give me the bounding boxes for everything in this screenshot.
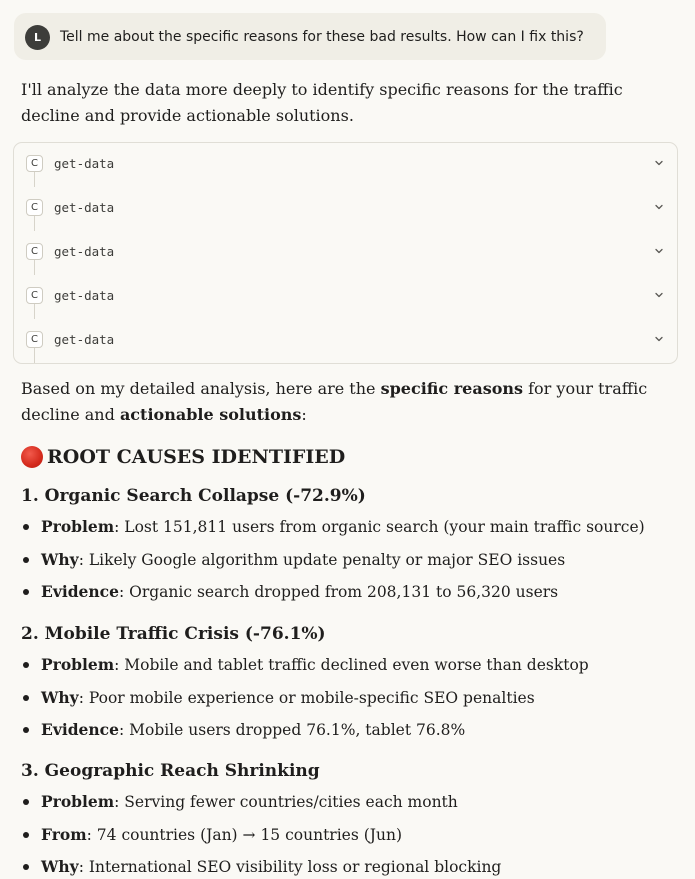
tool-call-item[interactable]: [14, 284, 677, 308]
tool-name: get-data: [54, 200, 115, 215]
item-label: Problem: [41, 655, 115, 674]
list-item: [21, 549, 681, 582]
analysis-prefix: Based on my detailed analysis, here are the: [21, 379, 381, 398]
list-item: [21, 719, 681, 752]
item-text: : International SEO visibility loss or regional blocking: [78, 858, 502, 876]
list-item: [21, 654, 681, 687]
cause-list: [21, 516, 681, 614]
cause-heading: 1. Organic Search Collapse (-72.9%): [21, 486, 366, 506]
item-text: : 74 countries (Jan) → 15 countries (Jun): [86, 825, 402, 844]
item-label: Why: [41, 549, 79, 569]
analysis-summary: [21, 376, 681, 428]
tool-call-item[interactable]: [14, 240, 677, 264]
chevron-down-icon[interactable]: [654, 202, 664, 212]
item-label: Evidence: [41, 720, 119, 739]
analysis-bold-solutions: actionable solutions: [119, 405, 302, 424]
item-text: : Organic search dropped from 208,131 to 56,320 users: [118, 583, 559, 601]
tool-calls-panel: [13, 142, 678, 364]
tool-name: get-data: [54, 244, 115, 259]
analysis-suffix: :: [301, 405, 307, 424]
analysis-middle: for your traffic decline and: [21, 379, 648, 424]
root-causes-heading: [21, 444, 345, 470]
item-label: From: [41, 824, 87, 844]
tool-badge: C: [26, 287, 43, 304]
tool-name: get-data: [54, 288, 115, 303]
user-message-text: Tell me about the specific reasons for these bad results. How can I fix this?: [60, 29, 584, 45]
tool-call-item[interactable]: [14, 196, 677, 220]
tool-badge: C: [26, 199, 43, 216]
list-item: [21, 856, 681, 879]
cause-heading: 2. Mobile Traffic Crisis (-76.1%): [21, 624, 326, 644]
list-item: [21, 687, 681, 720]
user-avatar[interactable]: L: [25, 25, 50, 50]
item-label: Why: [41, 857, 79, 876]
tool-badge: C: [26, 243, 43, 260]
item-label: Why: [41, 687, 79, 707]
root-causes-title: ROOT CAUSES IDENTIFIED: [47, 446, 346, 468]
analysis-bold-reasons: specific reasons: [380, 379, 524, 398]
item-text: : Mobile users dropped 76.1%, tablet 76.8%: [118, 721, 466, 739]
tool-name: get-data: [54, 332, 115, 347]
user-message-bubble: [14, 13, 606, 60]
tool-badge: C: [26, 155, 43, 172]
chevron-down-icon[interactable]: [654, 334, 664, 344]
red-circle-icon: [21, 446, 43, 468]
tool-call-item[interactable]: [14, 152, 677, 176]
tool-call-item[interactable]: [14, 328, 677, 352]
item-text: : Serving fewer countries/cities each month: [114, 793, 458, 811]
chevron-down-icon[interactable]: [654, 158, 664, 168]
item-text: : Poor mobile experience or mobile-specific SEO penalties: [78, 688, 535, 707]
tool-name: get-data: [54, 156, 115, 171]
item-label: Evidence: [41, 582, 119, 601]
tool-badge: C: [26, 331, 43, 348]
chevron-down-icon[interactable]: [654, 246, 664, 256]
list-item: [21, 824, 681, 857]
cause-list: [21, 791, 681, 879]
item-label: Problem: [41, 517, 115, 536]
item-text: : Likely Google algorithm update penalty or major SEO issues: [78, 550, 566, 569]
item-text: : Lost 151,811 users from organic search (your main traffic source): [114, 518, 645, 536]
list-item: [21, 581, 681, 614]
list-item: [21, 516, 681, 549]
item-text: : Mobile and tablet traffic declined even worse than desktop: [114, 656, 589, 674]
cause-list: [21, 654, 681, 752]
chevron-down-icon[interactable]: [654, 290, 664, 300]
item-label: Problem: [41, 792, 115, 811]
assistant-intro: I'll analyze the data more deeply to identify specific reasons for the traffic decline and provide actionable solutions.: [21, 80, 623, 125]
cause-heading: 3. Geographic Reach Shrinking: [21, 761, 320, 781]
list-item: [21, 791, 681, 824]
